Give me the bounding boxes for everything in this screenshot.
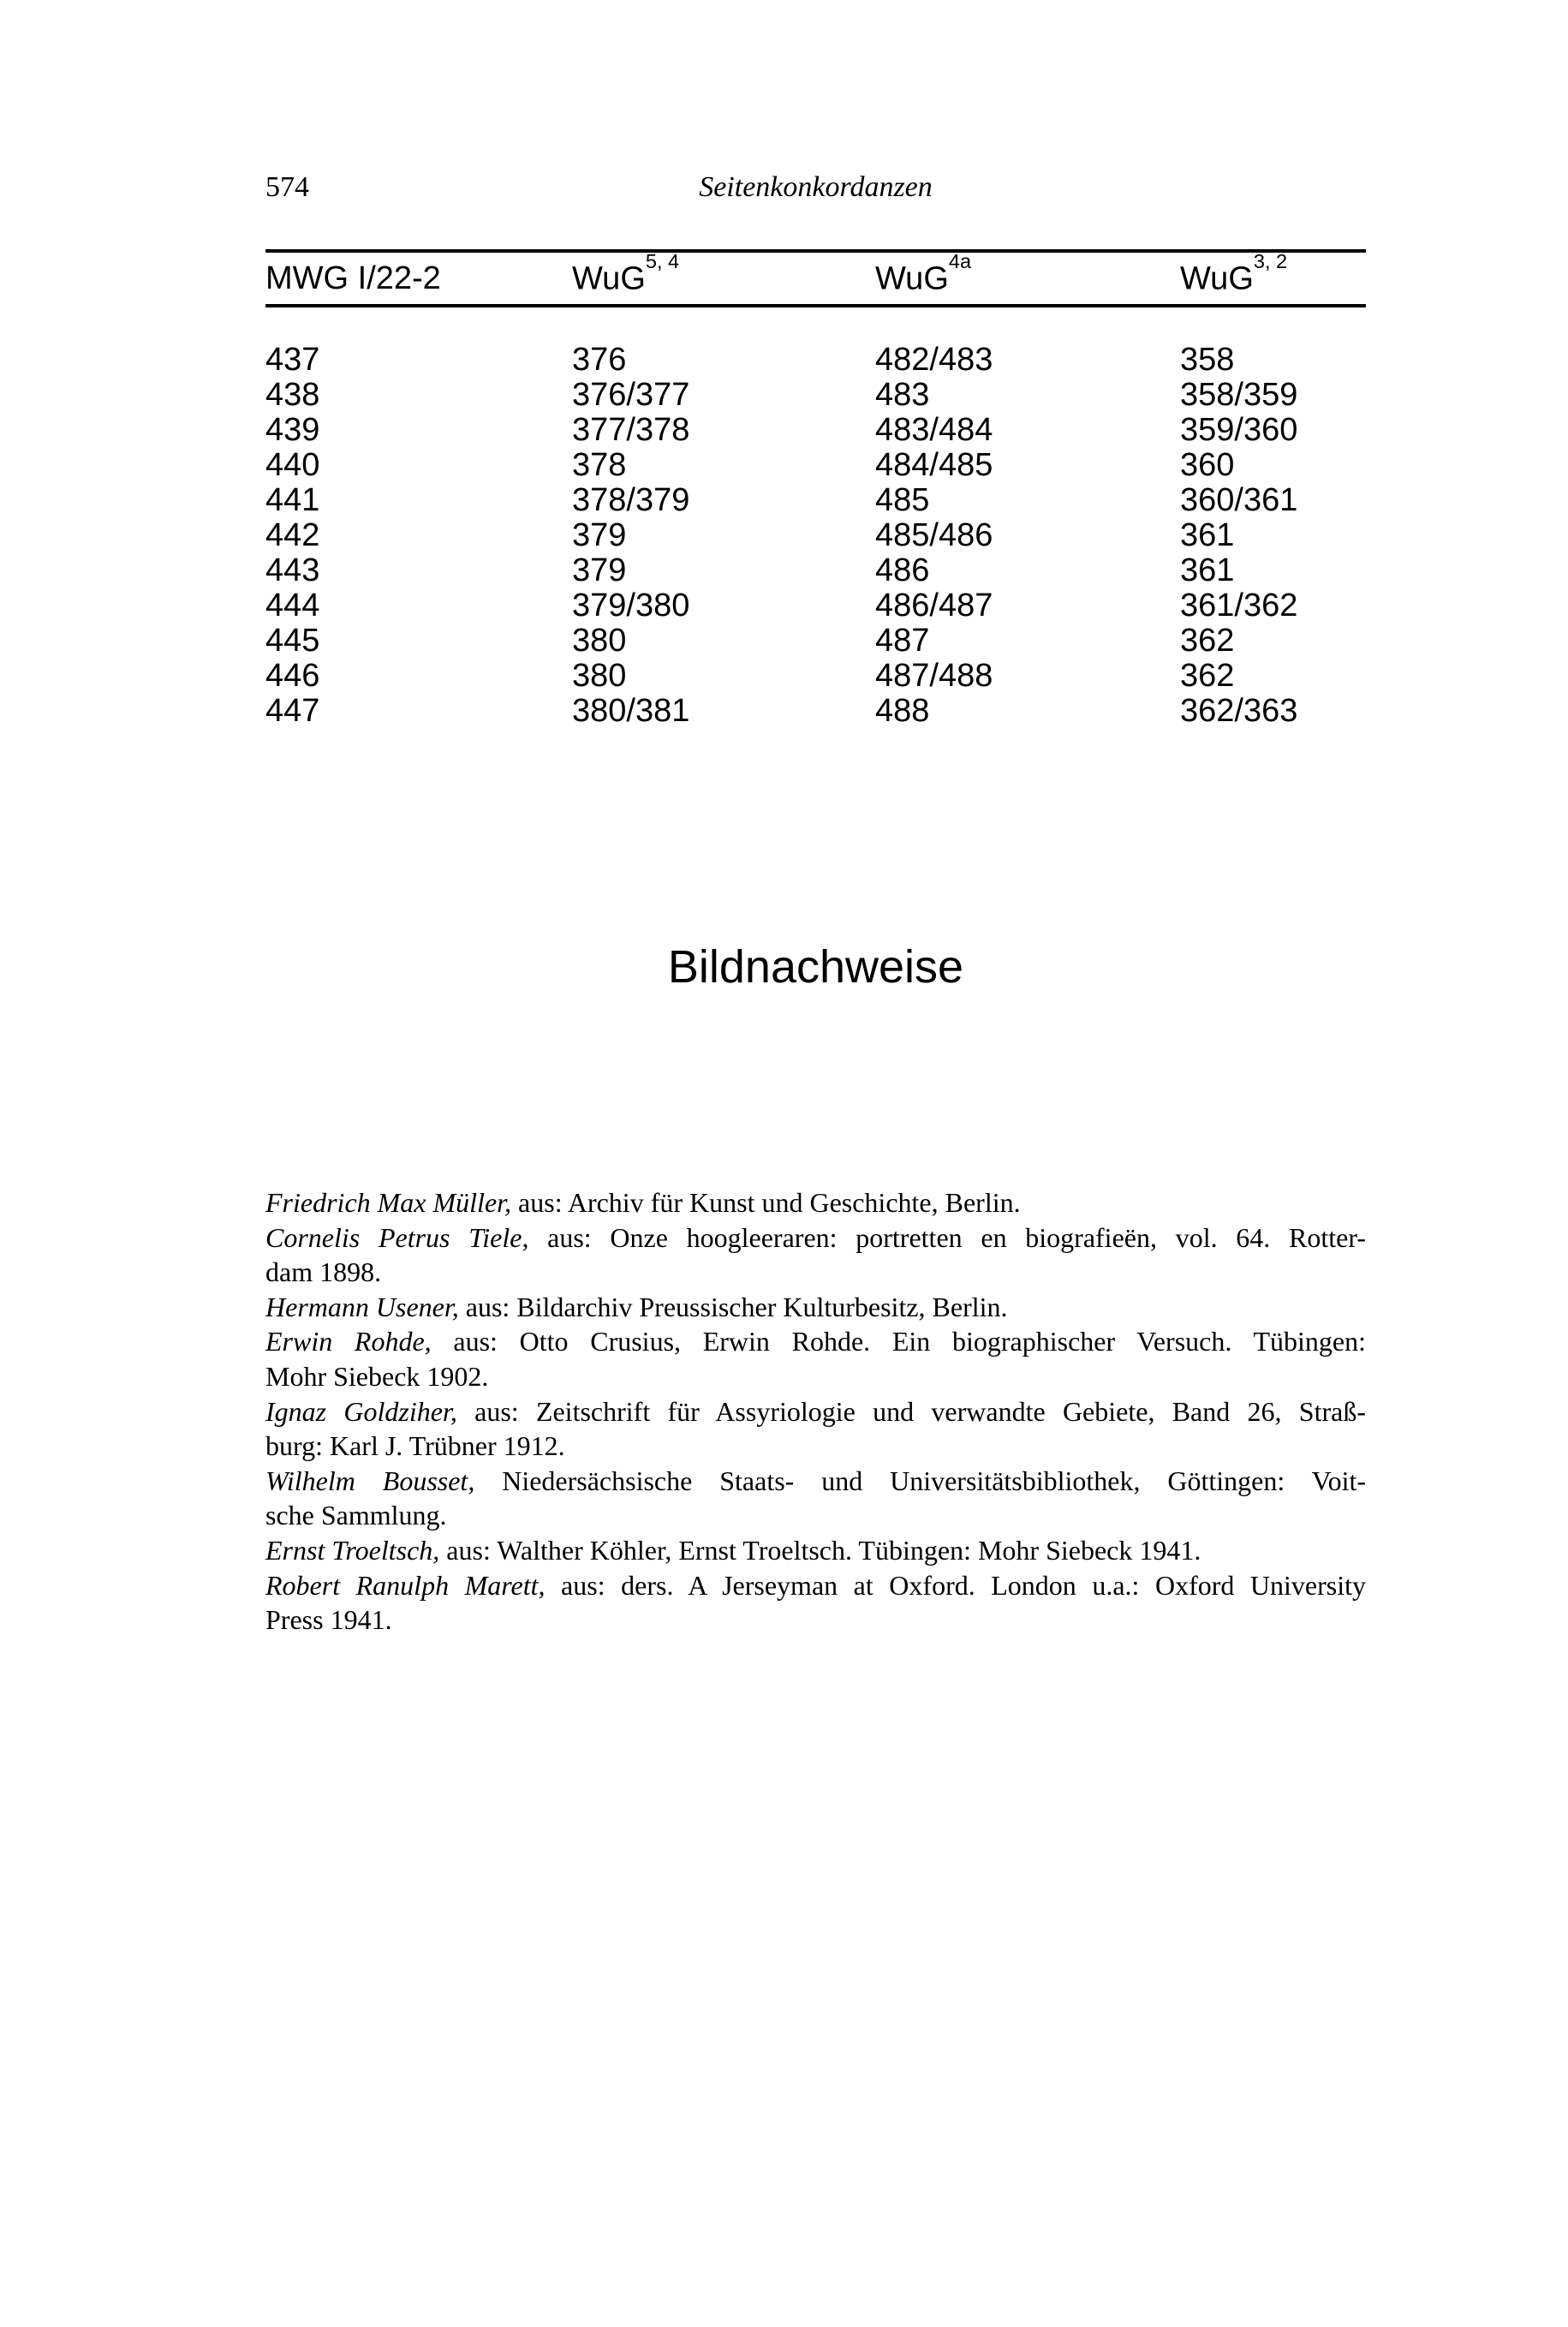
table-cell: 379: [572, 517, 627, 553]
credit-person-name: Friedrich Max Müller,: [265, 1187, 512, 1218]
table-row: [265, 694, 1366, 729]
credit-person-name: Erwin Rohde,: [265, 1326, 432, 1357]
column-header-wug32: [1180, 250, 1366, 298]
table-cell: 438: [265, 377, 320, 413]
table-cell: 439: [265, 412, 320, 448]
credit-person-name: Ignaz Goldziher,: [265, 1395, 457, 1427]
table-cell: 377/378: [572, 412, 690, 448]
table-cell: 485: [875, 482, 930, 518]
credit-entry-continuation: [265, 1498, 1366, 1533]
column-header-label: WuG: [572, 260, 646, 297]
table-row: [265, 624, 1366, 659]
table-cell: 376: [572, 342, 627, 378]
credit-source: burg: Karl J. Trübner 1912.: [265, 1430, 565, 1462]
page-header: [265, 168, 1366, 207]
column-header-wug54: [572, 250, 875, 298]
table-cell: 361: [1180, 552, 1235, 588]
credit-entry: [265, 1220, 1366, 1256]
table-cell: 358: [1180, 342, 1235, 378]
table-cell: 361: [1180, 517, 1235, 553]
table-cell: 380: [572, 658, 627, 694]
table-cell: 361/362: [1180, 588, 1298, 624]
table-row: [265, 659, 1366, 694]
table-cell: 483: [875, 377, 930, 413]
table-cell: 360/361: [1180, 482, 1298, 518]
column-header-superscript: 5, 4: [645, 250, 680, 273]
credit-entry-continuation: [265, 1255, 1366, 1290]
column-header-superscript: 3, 2: [1253, 250, 1288, 273]
credit-entry-continuation: [265, 1359, 1366, 1394]
credit-source: aus: Archiv für Kunst und Geschichte, Berlin.: [511, 1187, 1021, 1218]
table-cell: 443: [265, 552, 320, 588]
credit-person-name: Hermann Usener,: [265, 1291, 459, 1322]
credit-person-name: Robert Ranulph Marett,: [265, 1569, 546, 1601]
table-row: [265, 588, 1366, 624]
credit-source: Niedersächsische Staats- und Universitätsbibliothek, Göttingen: Voit-: [474, 1465, 1366, 1496]
table-row: [265, 413, 1366, 448]
table-body: [265, 307, 1366, 729]
credit-entry-continuation: [265, 1429, 1366, 1464]
credit-person-name: Ernst Troeltsch,: [265, 1534, 440, 1566]
table-cell: 362: [1180, 623, 1235, 659]
table-cell: 362/363: [1180, 693, 1298, 729]
table-cell: 485/486: [875, 517, 993, 553]
table-cell: 359/360: [1180, 412, 1298, 448]
table-cell: 440: [265, 447, 320, 483]
column-header-label: MWG I/22-2: [265, 260, 441, 296]
table-cell: 486: [875, 552, 930, 588]
column-header-superscript: 4a: [948, 250, 972, 273]
credit-entry: [265, 1290, 1366, 1325]
credit-source: aus: Bildarchiv Preussischer Kulturbesitz, Berlin.: [458, 1291, 1008, 1322]
column-header-mwg: [265, 260, 572, 297]
table-cell: 482/483: [875, 342, 993, 378]
running-head-title: Seitenkonkordanzen: [699, 171, 933, 203]
table-cell: 484/485: [875, 447, 993, 483]
column-header-label: WuG: [1180, 260, 1254, 297]
credit-entry-continuation: [265, 1602, 1366, 1638]
column-header-label: WuG: [875, 260, 949, 297]
table-cell: 447: [265, 693, 320, 729]
credit-entry: [265, 1185, 1366, 1220]
credit-entry: [265, 1533, 1366, 1568]
credit-source: aus: Walther Köhler, Ernst Troeltsch. Tübingen: Mohr Siebeck 1941.: [439, 1534, 1201, 1566]
credit-person-name: Wilhelm Bousset,: [265, 1465, 475, 1496]
credit-source: aus: Zeitschrift für Assyriologie und verwandte Gebiete, Band 26, Straß-: [456, 1395, 1367, 1427]
credit-source: , aus: Onze hoogleeraren: portretten en biografieën, vol. 64. Rotter-: [522, 1221, 1367, 1253]
table-row: [265, 448, 1366, 483]
table-cell: 379/380: [572, 588, 690, 624]
table-cell: 488: [875, 693, 930, 729]
table-cell: 446: [265, 658, 320, 694]
table-cell: 486/487: [875, 588, 993, 624]
credit-entry: [265, 1324, 1366, 1359]
table-cell: 487/488: [875, 658, 993, 694]
credit-source: aus: Otto Crusius, Erwin Rohde. Ein biographischer Versuch. Tübingen:: [431, 1326, 1367, 1357]
table-row: [265, 378, 1366, 413]
column-header-wug4a: [875, 250, 1180, 298]
table-cell: 380: [572, 623, 627, 659]
table-cell: 360: [1180, 447, 1235, 483]
table-cell: 358/359: [1180, 377, 1298, 413]
credit-person-name: Cornelis Petrus Tiele: [265, 1221, 522, 1253]
credit-source: Press 1941.: [265, 1604, 392, 1636]
section-title: Bildnachweise: [667, 941, 964, 993]
table-cell: 379: [572, 552, 627, 588]
table-row: [265, 483, 1366, 518]
credit-source: Mohr Siebeck 1902.: [265, 1360, 489, 1392]
credit-source: sche Sammlung.: [265, 1500, 447, 1531]
table-cell: 442: [265, 517, 320, 553]
table-cell: 362: [1180, 658, 1235, 694]
table-cell: 378/379: [572, 482, 690, 518]
table-row: [265, 518, 1366, 553]
page-number: 574: [265, 171, 309, 203]
credit-source: dam 1898.: [265, 1256, 382, 1288]
table-cell: 441: [265, 482, 320, 518]
table-cell: 378: [572, 447, 627, 483]
table-cell: 487: [875, 623, 930, 659]
table-cell: 376/377: [572, 377, 690, 413]
table-cell: 380/381: [572, 693, 690, 729]
concordance-table: [265, 249, 1366, 729]
table-cell: 444: [265, 588, 320, 624]
credits-list: [265, 1185, 1366, 1638]
credit-source: aus: ders. A Jerseyman at Oxford. London u.a.: Oxford University: [545, 1569, 1367, 1601]
table-cell: 437: [265, 342, 320, 378]
table-cell: 445: [265, 623, 320, 659]
table-row: [265, 343, 1366, 378]
table-cell: 483/484: [875, 412, 993, 448]
credit-entry: [265, 1464, 1366, 1499]
table-row: [265, 553, 1366, 588]
table-header-row: [265, 250, 1366, 304]
credit-entry: [265, 1394, 1366, 1429]
credit-entry: [265, 1568, 1366, 1603]
